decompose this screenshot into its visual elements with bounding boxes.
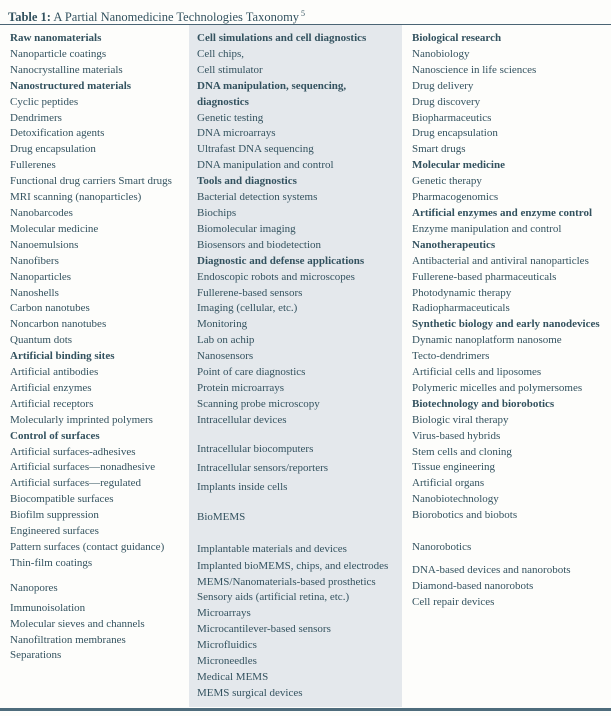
taxonomy-item: Nanoparticle coatings (10, 47, 107, 60)
taxonomy-item: Medical MEMS (197, 671, 269, 683)
taxonomy-item: Intracellular sensors/reporters (197, 461, 329, 474)
taxonomy-item: Artificial surfaces—nonadhesive (10, 461, 156, 474)
taxonomy-item: Dendrimers (10, 111, 62, 124)
taxonomy-item: Endoscopic robots and microscopes (197, 270, 355, 283)
taxonomy-category: Cell simulations and cell diagnostics (197, 32, 367, 44)
taxonomy-item: DNA-based devices and nanorobots (412, 564, 571, 576)
taxonomy-item: Artificial antibodies (10, 366, 99, 379)
taxonomy-item: Biosensors and biodetection (197, 238, 322, 251)
taxonomy-item: Biomolecular imaging (197, 222, 296, 235)
column-gap (412, 524, 611, 540)
taxonomy-item: Diamond-based nanorobots (412, 579, 534, 592)
taxonomy-item: Cell chips, (197, 47, 245, 60)
taxonomy-item: Smart drugs (412, 143, 466, 156)
table-bottom-rule (0, 708, 611, 711)
taxonomy-item: Fullerene-based sensors (197, 286, 303, 299)
taxonomy-item: Polymeric micelles and polymersomes (412, 381, 583, 394)
taxonomy-item: Bacterial detection systems (197, 191, 318, 204)
table-caption-label: Table 1: (8, 10, 51, 25)
taxonomy-item: Nanobiotechnology (412, 493, 499, 506)
taxonomy-item: Genetic therapy (412, 175, 482, 188)
taxonomy-item: Functional drug carriers Smart drugs (10, 175, 172, 188)
taxonomy-item: Microcantilever-based sensors (197, 623, 331, 636)
taxonomy-item: Cell repair devices (412, 595, 495, 608)
taxonomy-item: Nanobarcodes (10, 206, 73, 219)
taxonomy-item: Implantable materials and devices (197, 542, 347, 555)
taxonomy-category: Molecular medicine (412, 159, 505, 172)
taxonomy-item: Nanofiltration membranes (10, 633, 126, 646)
taxonomy-item: Scanning probe microscopy (197, 397, 320, 410)
taxonomy-item: Drug discovery (412, 95, 481, 108)
taxonomy-item: Artificial cells and liposomes (412, 366, 542, 379)
taxonomy-item: Stem cells and cloning (412, 445, 512, 458)
taxonomy-item: Tecto-dendrimers (412, 350, 490, 363)
taxonomy-category: Diagnostic and defense applications (197, 254, 365, 267)
taxonomy-item: Microneedles (197, 655, 257, 668)
taxonomy-item: Implanted bioMEMS, chips, and electrodes (197, 559, 389, 572)
taxonomy-item: Point of care diagnostics (197, 366, 306, 379)
taxonomy-category: Synthetic biology and early nanodevices (412, 318, 600, 331)
column-gap (197, 429, 402, 440)
table-caption (0, 0, 611, 26)
taxonomy-item: Carbon nanotubes (10, 302, 90, 315)
taxonomy-item: Imaging (cellular, etc.) (197, 302, 298, 315)
taxonomy-item: Dynamic nanoplatform nanosome (412, 334, 562, 347)
taxonomy-item: Genetic testing (197, 111, 264, 124)
taxonomy-item: Noncarbon nanotubes (10, 318, 107, 331)
taxonomy-item: Biochips (197, 206, 237, 219)
taxonomy-item: Ultrafast DNA sequencing (197, 143, 314, 156)
taxonomy-item: Antibacterial and antiviral nanoparticles (412, 254, 589, 267)
column-gap (412, 556, 611, 563)
taxonomy-item: Nanoshells (10, 286, 59, 299)
taxonomy-item: Molecular medicine (10, 222, 99, 235)
taxonomy-item: Nanofibers (10, 254, 59, 267)
taxonomy-item: Biocompatible surfaces (10, 493, 114, 506)
taxonomy-item: Detoxification agents (10, 127, 105, 140)
taxonomy-category: Artificial binding sites (10, 350, 115, 363)
taxonomy-item: Microfluidics (197, 639, 257, 652)
taxonomy-category: DNA manipulation, sequencing, diagnostics (197, 79, 347, 108)
taxonomy-item: Nanoemulsions (10, 238, 79, 251)
taxonomy-item: Nanocrystalline materials (10, 63, 123, 76)
taxonomy-item: Implants inside cells (197, 480, 288, 493)
taxonomy-table (0, 25, 611, 707)
taxonomy-item: Drug encapsulation (412, 127, 498, 140)
taxonomy-category: Raw nanomaterials (10, 32, 102, 44)
taxonomy-item: Separations (10, 649, 62, 662)
taxonomy-item: Protein microarrays (197, 381, 285, 394)
taxonomy-item: Biopharmaceutics (412, 111, 492, 124)
table-caption-text: A Partial Nanomedicine Technologies Taxonomy (50, 10, 300, 25)
column-gap (197, 527, 402, 540)
taxonomy-item: DNA microarrays (197, 127, 276, 140)
taxonomy-item: Pharmacogenomics (412, 191, 499, 204)
taxonomy-category: Tools and diagnostics (197, 175, 297, 188)
taxonomy-item: Artificial surfaces-adhesives (10, 445, 136, 458)
column-gap (197, 497, 402, 508)
taxonomy-item: Microarrays (197, 607, 251, 620)
taxonomy-item: Artificial enzymes (10, 381, 92, 394)
taxonomy-item: Drug encapsulation (10, 143, 96, 156)
taxonomy-column-right (402, 25, 611, 707)
taxonomy-item: Nanorobotics (412, 541, 472, 554)
taxonomy-item: Biorobotics and biobots (412, 509, 518, 522)
taxonomy-item: Artificial organs (412, 477, 485, 490)
taxonomy-item: Tissue engineering (412, 461, 496, 474)
taxonomy-item: Virus-based hybrids (412, 429, 501, 442)
taxonomy-item: Biologic viral therapy (412, 413, 509, 426)
taxonomy-item: MRI scanning (nanoparticles) (10, 191, 142, 204)
taxonomy-item: Enzyme manipulation and control (412, 222, 562, 235)
taxonomy-item: Molecular sieves and channels (10, 617, 145, 630)
column-gap (10, 572, 189, 581)
taxonomy-item: Molecularly imprinted polymers (10, 413, 153, 426)
taxonomy-item: MEMS surgical devices (197, 686, 303, 699)
taxonomy-item: Fullerenes (10, 159, 56, 172)
taxonomy-item: Immunoisolation (10, 601, 86, 614)
taxonomy-item: Artificial receptors (10, 397, 94, 410)
taxonomy-item: Nanobiology (412, 47, 470, 60)
taxonomy-column-middle (189, 25, 402, 707)
taxonomy-item: Drug delivery (412, 79, 474, 92)
taxonomy-column-left (0, 25, 189, 707)
taxonomy-item: Fullerene-based pharmaceuticals (412, 270, 557, 283)
taxonomy-item: Radiopharmaceuticals (412, 302, 510, 315)
taxonomy-item: DNA manipulation and control (197, 159, 334, 172)
taxonomy-item: Quantum dots (10, 334, 73, 347)
taxonomy-item: MEMS/Nanomaterials-based prosthetics (197, 575, 376, 588)
taxonomy-item: Photodynamic therapy (412, 286, 512, 299)
taxonomy-item: Nanosensors (197, 350, 254, 363)
taxonomy-item: Intracellular devices (197, 413, 287, 426)
taxonomy-item: Monitoring (197, 318, 248, 331)
taxonomy-item: Biofilm suppression (10, 509, 99, 522)
taxonomy-item: BioMEMS (197, 510, 246, 523)
taxonomy-category: Artificial enzymes and enzyme control (412, 206, 593, 219)
taxonomy-item: Cell stimulator (197, 63, 263, 76)
taxonomy-item: Engineered surfaces (10, 525, 99, 538)
taxonomy-item: Intracellular biocomputers (197, 442, 314, 455)
taxonomy-item: Nanoparticles (10, 270, 72, 283)
footnote-reference: 5 (301, 9, 306, 18)
taxonomy-item: Thin-film coatings (10, 556, 93, 569)
taxonomy-item: Pattern surfaces (contact guidance) (10, 541, 165, 553)
taxonomy-item: Artificial surfaces—regulated (10, 477, 142, 490)
taxonomy-category: Control of surfaces (10, 429, 100, 442)
taxonomy-category: Biological research (412, 32, 502, 44)
taxonomy-item: Lab on achip (197, 334, 255, 347)
taxonomy-category: Nanostructured materials (10, 79, 132, 92)
taxonomy-category: Biotechnology and biorobotics (412, 397, 555, 410)
taxonomy-item: Sensory aids (artificial retina, etc.) (197, 591, 350, 604)
taxonomy-item: Cyclic peptides (10, 95, 79, 108)
taxonomy-item: Nanopores (10, 581, 58, 594)
taxonomy-category: Nanotherapeutics (412, 238, 496, 251)
taxonomy-item: Nanoscience in life sciences (412, 63, 537, 76)
